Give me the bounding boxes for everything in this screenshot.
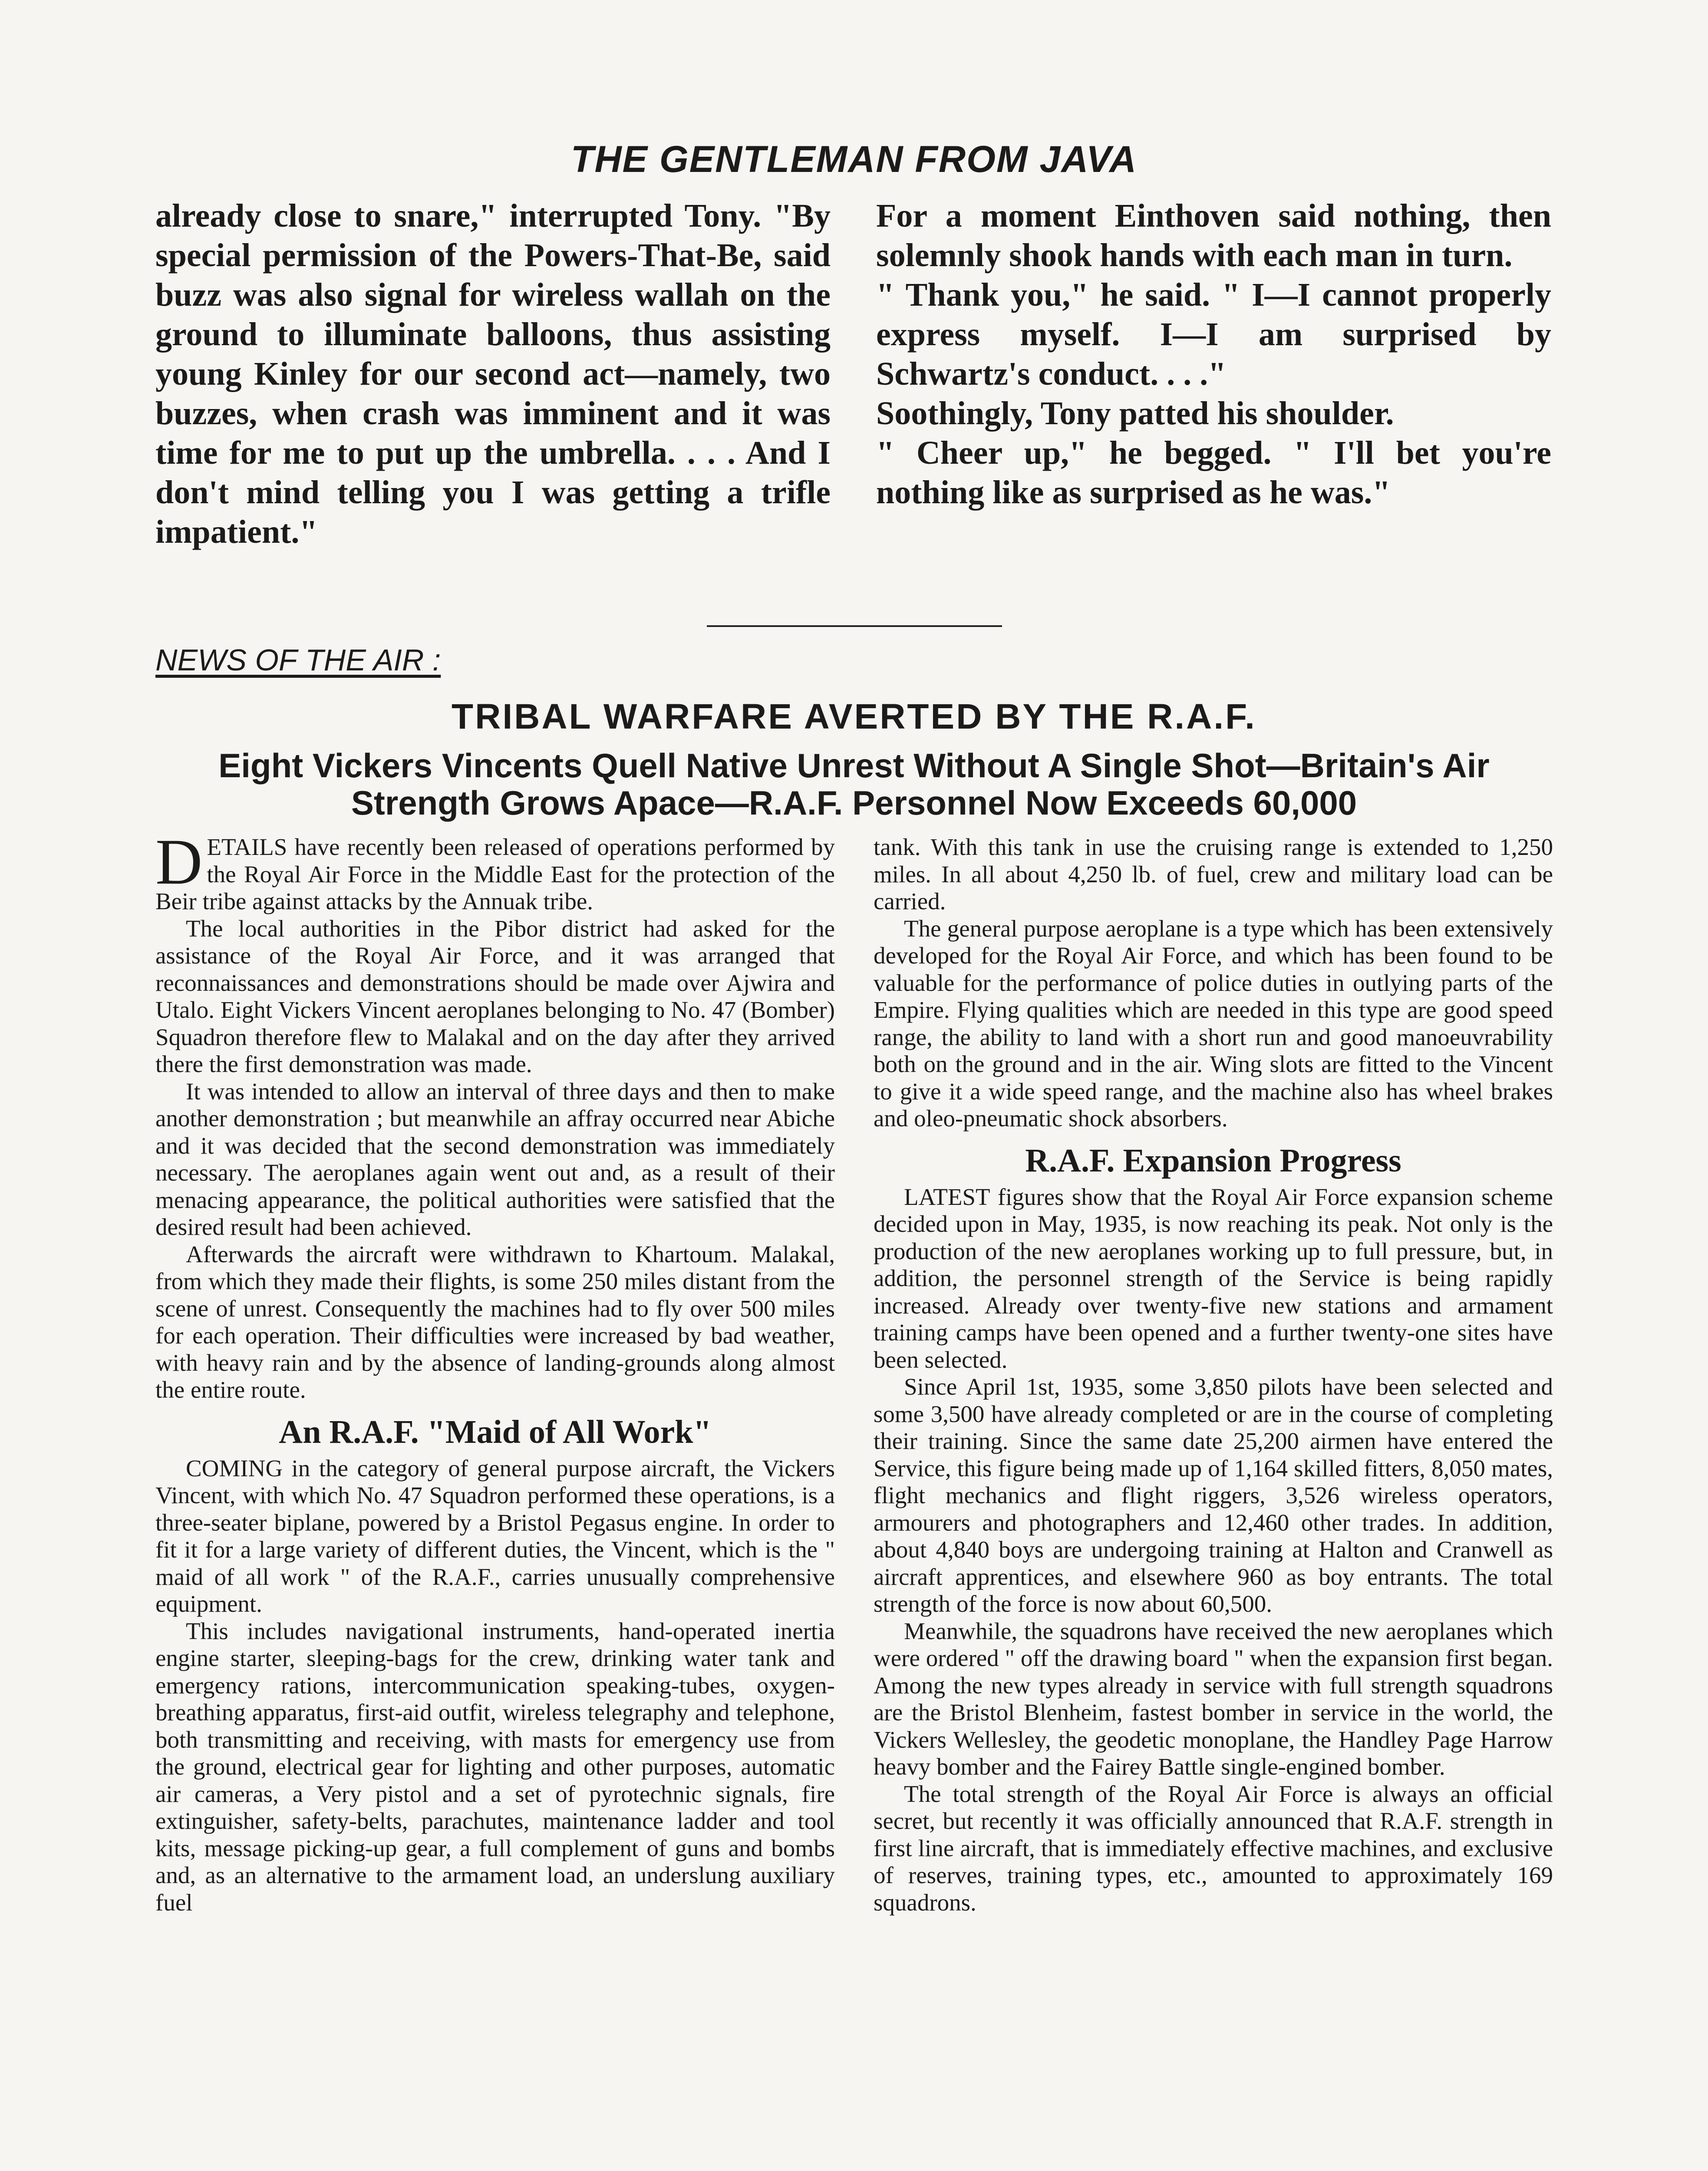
article-paragraph: LATEST figures show that the Royal Air Force expansion scheme decided upon in May, 1935, is now reaching its peak. Not only is the production of the new aeroplanes working up to full pressure, but, in addition, the personnel strength of the Service is being rapidly increased. Already over twenty-five new stations and armament training camps have been opened and a further twenty-one sites have been selected.: [874, 1183, 1553, 1373]
drop-cap: D: [155, 826, 203, 898]
section-heading-expansion-progress: R.A.F. Expansion Progress: [1025, 1142, 1401, 1179]
story-column-left: [155, 196, 831, 552]
article-paragraph: This includes navigational instruments, hand-operated inertia engine starter, sleeping-bags for the crew, drinking water tank and emergency rations, intercommunication speaking-tubes, oxygen-breathing apparatus, first-aid outfit, wireless telegraphy and telephone, both transmitting and receiving, with masts for emergency use from the ground, electrical gear for lighting and other purposes, automatic air cameras, a Very pistol and a set of pyrotechnic signals, fire extinguisher, safety-belts, parachutes, maintenance ladder and tool kits, message picking-up gear, a full complement of guns and bombs and, as an alternative to the armament load, an underslung auxiliary fuel: [155, 1617, 835, 1916]
article-paragraph: The local authorities in the Pibor district had asked for the assistance of the Royal Air Force, and it was arranged that reconnaissances and demonstrations should be made over Ajwira and Utalo. Eight Vickers Vincent aeroplanes belonging to No. 47 (Bomber) Squadron therefore flew to Malakal and on the day after they arrived there the first demonstration was made.: [155, 915, 835, 1077]
article-column-left: [155, 826, 835, 1916]
article-paragraph: Afterwards the aircraft were withdrawn to Khartoum. Malakal, from which they made their flights, is some 250 miles distant from the scene of unrest. Consequently the machines had to fly over 500 miles for each operation. Their difficulties were increased by bad weather, with heavy rain and by the absence of landing-grounds along almost the entire route.: [155, 1241, 835, 1403]
story-paragraph: already close to snare," interrupted Tony. "By special permission of the Powers-That-Be, said buzz was also signal for wireless wallah on the ground to illuminate balloons, thus assisting young Kinley for our second act—namely, two buzzes, when crash was imminent and it was time for me to put up the umbrella. . . . And I don't mind telling you I was getting a trifle impatient.": [155, 198, 831, 550]
article-column-right: [874, 834, 1553, 1916]
article-paragraph: Since April 1st, 1935, some 3,850 pilots have been selected and some 3,500 have already completed or are in the course of completing their training. Since the same date 25,200 airmen have entered the Service, this figure being made up of 1,164 skilled fitters, 8,050 mates, flight mechanics and flight riggers, 3,526 wireless operators, armourers and photographers and 12,460 other trades. In addition, about 4,840 boys are undergoing training at Halton and Cranwell as aircraft apprentices, and elsewhere 960 as boy entrants. The total strength of the force is now about 60,500.: [874, 1373, 1553, 1617]
story-column-right: [876, 196, 1551, 512]
article-paragraph: COMING in the category of general purpose aircraft, the Vickers Vincent, with which No. 47 Squadron performed these operations, is a three-seater biplane, powered by a Bristol Pegasus engine. In order to fit it for a large variety of different duties, the Vincent, which is the " maid of all work " of the R.A.F., carries unusually comprehensive equipment.: [155, 1455, 835, 1617]
story-paragraph: " Thank you," he said. " I—I cannot properly express myself. I—I am surprised by Schwartz's conduct. . . .": [876, 277, 1551, 392]
intro-text: ETAILS have recently been released of operations performed by the Royal Air Force in the Middle East for the protection of the Beir tribe against attacks by the Annuak tribe.: [155, 834, 835, 914]
section-label: NEWS OF THE AIR :: [155, 643, 441, 677]
article-headline: TRIBAL WARFARE AVERTED BY THE R.A.F.: [452, 697, 1256, 736]
article-paragraph: The total strength of the Royal Air Force is always an official secret, but recently it was officially announced that R.A.F. strength in first line aircraft, that is immediately effective machines, and exclusive of reserves, training types, etc., amounted to approximately 169 squadrons.: [874, 1780, 1553, 1916]
article-paragraph: It was intended to allow an interval of three days and then to make another demonstration ; but meanwhile an affray occurred near Abiche and it was decided that the second demonstration was immediately necessary. The aeroplanes again went out and, as a result of their menacing appearance, the political authorities were satisfied that the desired result had been achieved.: [155, 1078, 835, 1240]
article-continuation: tank. With this tank in use the cruising range is extended to 1,250 miles. In all about 4,250 lb. of fuel, crew and military load can be carried.: [874, 834, 1553, 914]
article-subhead: Eight Vickers Vincents Quell Native Unrest Without A Single Shot—Britain's Air Strength Grows Apace—R.A.F. Personnel Now Exceeds 60,000: [218, 746, 1490, 822]
section-divider: [707, 625, 1002, 627]
story-paragraph: For a moment Einthoven said nothing, then solemnly shook hands with each man in turn.: [876, 198, 1551, 274]
article-paragraph: The general purpose aeroplane is a type which has been extensively developed for the Royal Air Force, and which has been found to be valuable for the performance of police duties in outlying parts of the Empire. Flying qualities which are needed in this type are good speed range, the ability to land with a short run and good manoeuvrability both on the ground and in the air. Wing slots are fitted to the Vincent to give it a wide speed range, and the machine also has wheel brakes and oleo-pneumatic shock absorbers.: [874, 915, 1553, 1132]
article-paragraph: Meanwhile, the squadrons have received the new aeroplanes which were ordered " off the drawing board " when the expansion first began. Among the new types already in service with full strength squadrons are the Bristol Blenheim, fastest bomber in service in the world, the Vickers Wellesley, the geodetic monoplane, the Handley Page Harrow heavy bomber and the Fairey Battle single-engined bomber.: [874, 1617, 1553, 1780]
article-intro: [155, 826, 835, 915]
story-paragraph: " Cheer up," he begged. " I'll bet you're nothing like as surprised as he was.": [876, 435, 1551, 511]
page-title: THE GENTLEMAN FROM JAVA: [570, 139, 1138, 180]
story-paragraph: Soothingly, Tony patted his shoulder.: [876, 395, 1394, 432]
section-heading-maid-of-all-work: An R.A.F. "Maid of All Work": [279, 1413, 712, 1450]
